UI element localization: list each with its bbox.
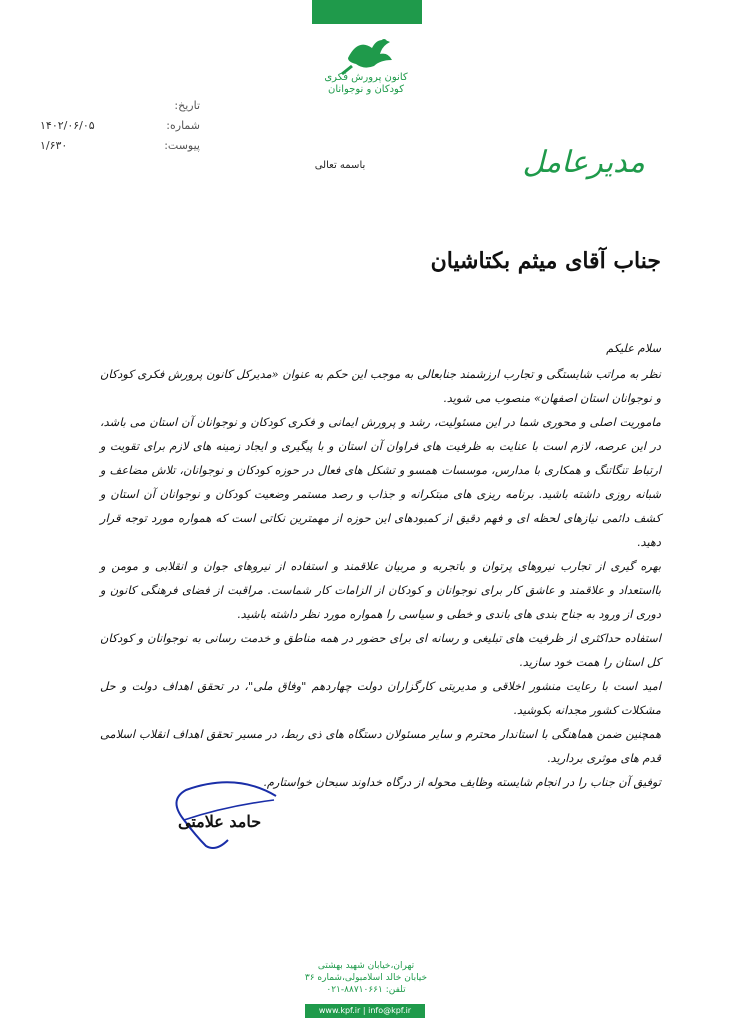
- paragraph: بهره گیری از تجارب نیروهای پرتوان و باتجربه و مربیان علاقمند و استفاده از نیروهای جوان و انقلابی و مومن و بااستعداد و علاقمند و عاشق کار برای نوجوانان و کودکان از الزامات کار شماست. مراقبت از فضای فرهنگی کانون و دوری از ورود به جناح بندی های باندی و خطی و سیاسی را همواره مورد نظر داشته باشید.: [100, 559, 661, 621]
- meta-number-label: شماره:: [166, 119, 200, 132]
- logo-text-line2: کودکان و نوجوانان: [328, 84, 404, 95]
- meta-date-row: [40, 96, 200, 116]
- basmala: باسمه تعالی: [314, 160, 366, 171]
- signer-name: حامد علامتی: [178, 812, 262, 831]
- footer-address: [296, 960, 436, 996]
- logo-text: [318, 72, 414, 96]
- greeting: سلام علیکم: [606, 341, 661, 355]
- meta-attachment-value: ۱/۶۳۰: [40, 139, 68, 152]
- letter-meta: [40, 96, 200, 156]
- meta-attachment-label: پیوست:: [164, 139, 200, 152]
- logo-text-line1: کانون پرورش فکری: [324, 72, 408, 83]
- role-title: مدیرعامل: [522, 145, 645, 180]
- footer-phone: تلفن: ۸۸۷۱۰۶۶۱-۰۲۱: [326, 985, 406, 995]
- footer-address-line2: خیابان خالد اسلامبولی،شماره ۳۶: [304, 973, 428, 983]
- paragraph: ماموریت اصلی و محوری شما در این مسئولیت، رشد و پرورش ایمانی و فکری کودکان و نوجوانان آن استان می باشد، در این عرصه، لازم است با عنایت به ظرفیت های فراوان آن استان و با پیگیری و ایجاد زمینه های لازم برای تقویت و ارتباط تنگاتنگ و همکاری با مدارس، موسسات همسو و تشکل های فعال در حوزه کودکان و نوجوانان، تلاش مضاعف و شبانه روزی داشته باشید. برنامه ریزی های مبتکرانه و جذاب و رصد مستمر وضعیت کودکان و نوجوانان آن استان و کشف دائمی نیازهای لحظه ای و فهم دقیق از کمبودهای این حوزه از مهمترین نکاتی است که همواره مورد توجه قرار دهید.: [100, 415, 661, 549]
- meta-attachment-row: [40, 136, 200, 156]
- paragraph: نظر به مراتب شایستگی و تجارب ارزشمند جنابعالی به موجب این حکم به عنوان «مدیرکل کانون پرورش فکری کودکان و نوجوانان استان اصفهان» منصوب می شوید.: [100, 367, 661, 405]
- footer-address-line1: تهران،خیابان شهید بهشتی: [317, 961, 415, 971]
- paragraph: همچنین ضمن هماهنگی با استاندار محترم و سایر مسئولان دستگاه های ذی ربط، در مسیر تحقق اهداف انقلاب اسلامی قدم های موثری بردارید.: [100, 727, 661, 765]
- meta-number-value: ۱۴۰۲/۰۶/۰۵: [40, 119, 95, 132]
- meta-number-row: [40, 116, 200, 136]
- letter-body: [100, 336, 661, 794]
- recipient: جناب آقای میثم بکتاشیان: [430, 248, 661, 274]
- paragraph: توفیق آن جناب را در انجام شایسته وظایف محوله از درگاه خداوند سبحان خواستارم.: [263, 775, 661, 789]
- top-brand-band: [312, 0, 422, 24]
- paragraph: امید است با رعایت منشور اخلاقی و مدیریتی کارگزاران دولت چهاردهم "وفاق ملی"، در تحقق اهداف دولت و حل مشکلات کشور مجدانه بکوشید.: [100, 679, 661, 717]
- meta-date-label: تاریخ:: [174, 99, 200, 112]
- footer-web: www.kpf.ir | info@kpf.ir: [305, 1004, 425, 1018]
- paragraph: استفاده حداکثری از ظرفیت های تبلیغی و رسانه ای برای حضور در همه مناطق و خدمت رسانی به نوجوانان و کودکان کل استان را همت خود سازید.: [100, 631, 661, 669]
